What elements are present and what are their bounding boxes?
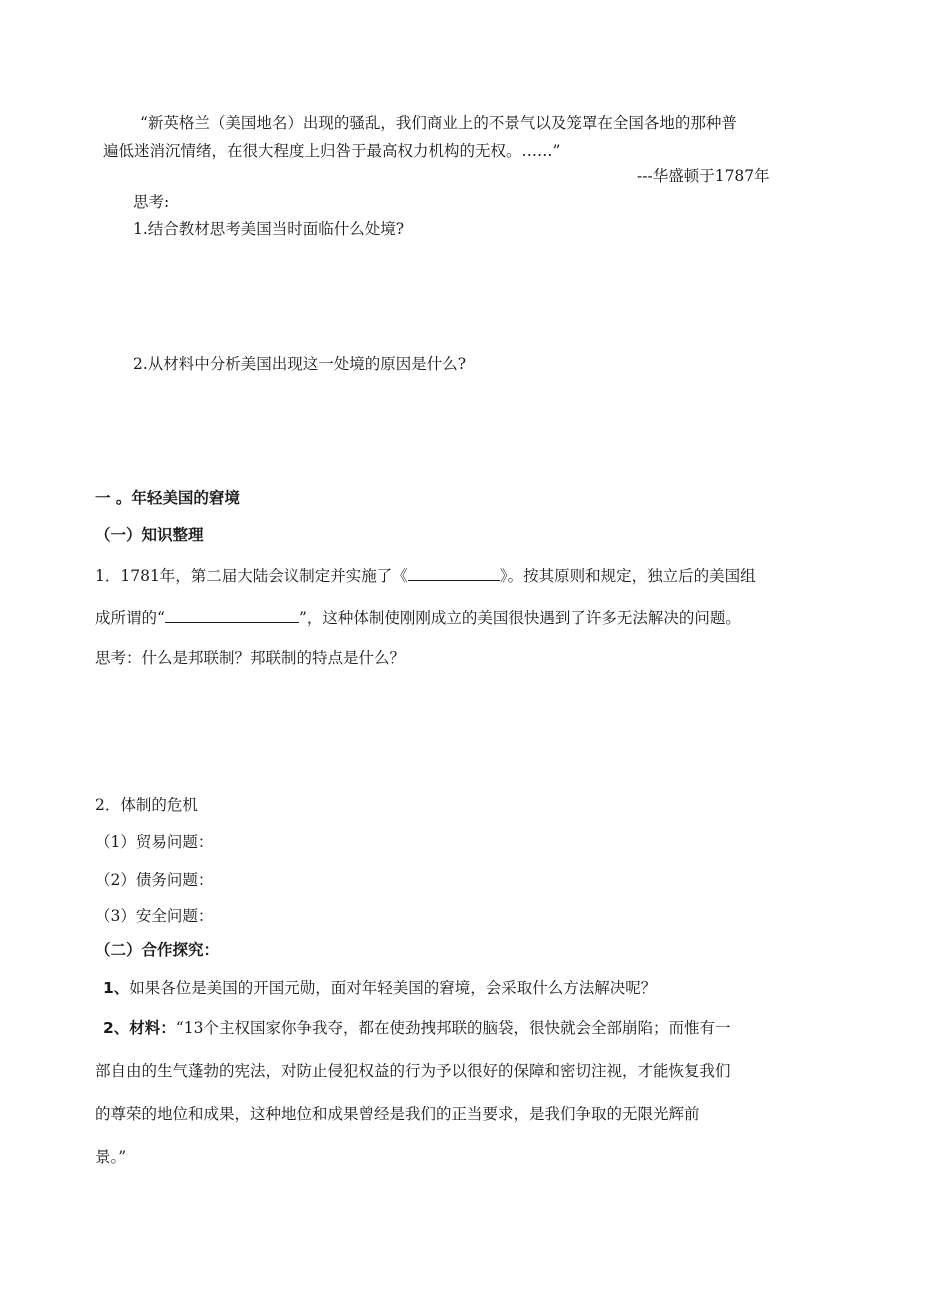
problem-2: （2）债务问题： (95, 871, 214, 889)
coop-material-line-3: 的尊荣的地位和成果，这种地位和成果曾经是我们的正当要求，是我们争取的无限光辉前 (95, 1105, 700, 1123)
coop-2-line-1: “13个主权国家你争我夺，都在使劲拽邦联的脑袋，很快就会全部崩陷；而惟有一 (175, 1019, 731, 1037)
fill-blank-1[interactable] (408, 564, 500, 581)
item-2: 2．体制的危机 (95, 796, 198, 814)
item-1-text-d: ”，这种体制使刚刚成立的美国很快遇到了许多无法解决的问题。 (298, 609, 741, 627)
item-1-text-a: 1．1781年，第二届大陆会议制定并实施了《 (95, 567, 408, 585)
coop-material-line-2: 部自由的生气蓬勃的宪法，对防止侵犯权益的行为予以很好的保障和密切注视，才能恢复我们 (95, 1062, 731, 1080)
subsection-cooperate: （二）合作探究： (95, 941, 220, 959)
quote-line-2: 遍低迷消沉情绪，在很大程度上归咎于最高权力机构的无权。……” (103, 142, 561, 160)
item-1-line-1 (95, 564, 756, 587)
fill-blank-2[interactable] (165, 606, 299, 623)
problem-3: （3）安全问题： (95, 907, 214, 925)
coop-2-label: 2、材料： (103, 1019, 176, 1037)
coop-1-text: 如果各位是美国的开国元勋，面对年轻美国的窘境，会采取什么方法解决呢？ (129, 979, 657, 997)
coop-material-line-4: 景。” (95, 1148, 127, 1166)
section-heading: 一 。年轻美国的窘境 (95, 489, 240, 507)
think-question: 思考：什么是邦联制？邦联制的特点是什么？ (95, 649, 406, 667)
item-1-line-2 (95, 606, 741, 629)
item-1-text-c: 成所谓的“ (95, 609, 165, 627)
subsection-knowledge: （一）知识整理 (95, 526, 204, 544)
item-1-text-b: 》。按其原则和规定，独立后的美国组 (499, 567, 756, 585)
question-2: 2.从材料中分析美国出现这一处境的原因是什么? (133, 355, 467, 373)
think-label: 思考: (133, 193, 170, 211)
problem-1: （1）贸易问题： (95, 833, 214, 851)
quote-attribution: ---华盛顿于1787年 (637, 167, 770, 185)
coop-material-line-1 (103, 1017, 730, 1039)
quote-line-1: “新英格兰（美国地名）出现的骚乱，我们商业上的不景气以及笼罩在全国各地的那种普 (140, 114, 737, 132)
question-1: 1.结合教材思考美国当时面临什么处境? (133, 220, 405, 238)
coop-question-1 (103, 977, 656, 999)
coop-1-number: 1、 (103, 979, 130, 997)
